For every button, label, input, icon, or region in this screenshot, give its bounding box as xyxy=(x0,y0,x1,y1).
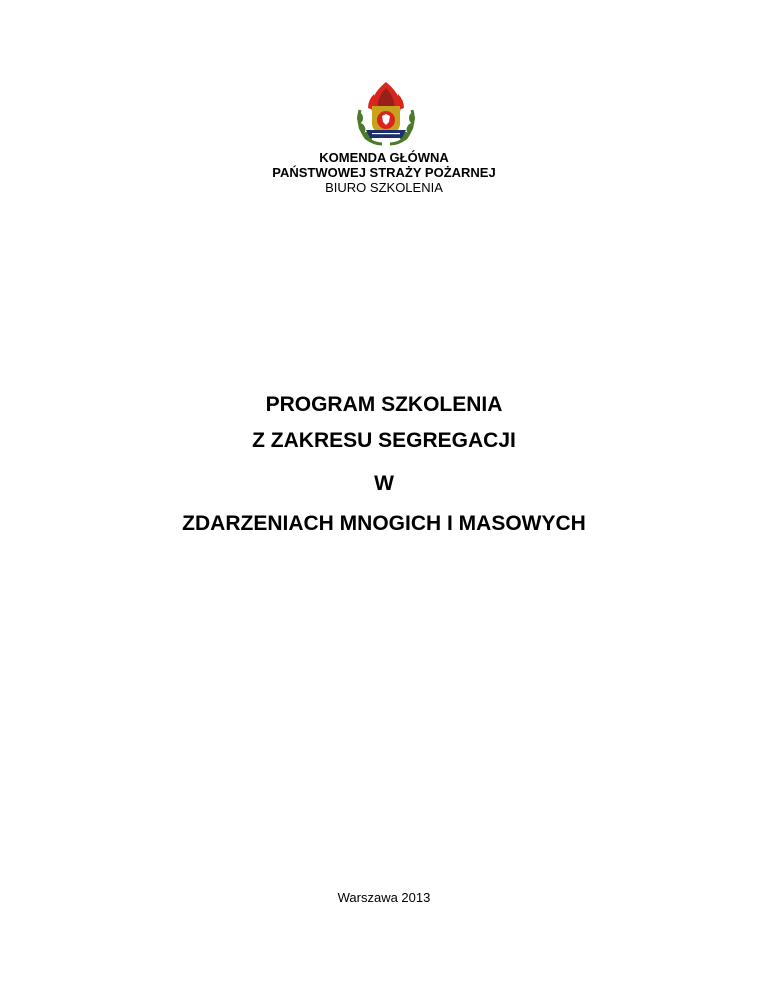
document-title-line-1: PROGRAM SZKOLENIA xyxy=(265,393,503,416)
department-name: BIURO SZKOLENIA xyxy=(325,180,443,195)
document-title-line-2: Z ZAKRESU SEGREGACJI xyxy=(252,429,516,452)
place-and-year: Warszawa 2013 xyxy=(337,890,431,905)
organization-name: KOMENDA GŁÓWNA xyxy=(319,150,449,165)
fire-service-emblem-icon xyxy=(352,80,420,148)
document-title-line-4: ZDARZENIACH MNOGICH I MASOWYCH xyxy=(182,512,586,535)
document-title-line-3: W xyxy=(374,472,394,495)
organization-subname: PAŃSTWOWEJ STRAŻY POŻARNEJ xyxy=(272,165,496,180)
